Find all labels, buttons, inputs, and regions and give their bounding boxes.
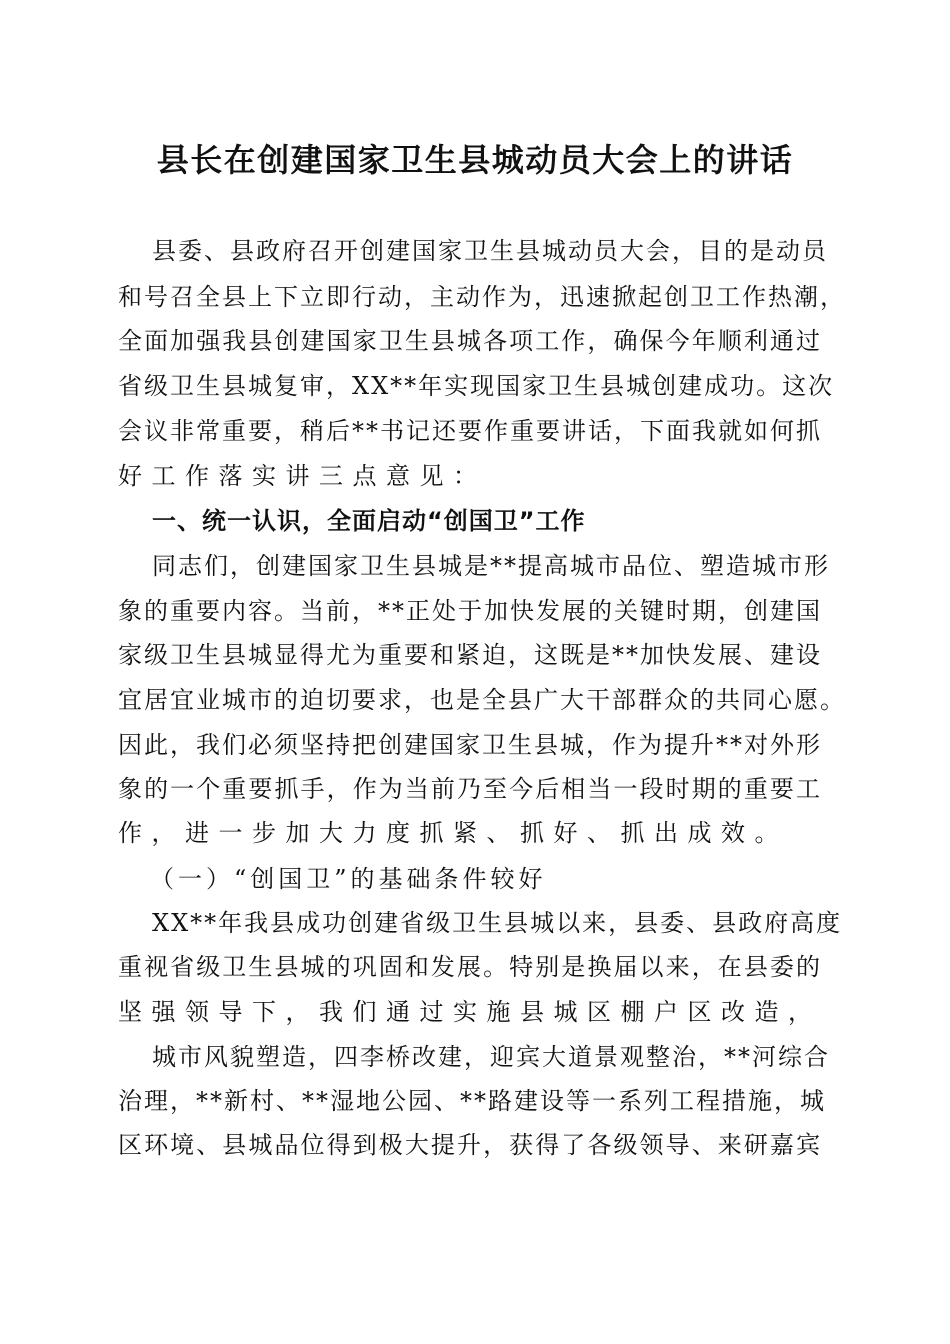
- text-line: 坚强领导下，我们通过实施县城区棚户区改造，: [118, 998, 822, 1026]
- text-line: 因此，我们必须坚持把创建国家卫生县城，作为提升**对外形: [118, 731, 822, 759]
- text-line: 重视省级卫生县城的巩固和发展。特别是换届以来，在县委的: [118, 953, 822, 981]
- text-line: XX**年我县成功创建省级卫生县城以来，县委、县政府高度: [152, 909, 843, 937]
- text-line: 城市风貌塑造，四李桥改建，迎宾大道景观整治，**河综合: [152, 1043, 830, 1071]
- text-line: 同志们，创建国家卫生县城是**提高城市品位、塑造城市形: [152, 552, 830, 580]
- text-line: 作，进一步加大力度抓紧、抓好、抓出成效。: [118, 819, 788, 847]
- text-line: 象的一个重要抓手，作为当前乃至今后相当一段时期的重要工: [118, 775, 822, 803]
- text-line: 和号召全县上下立即行动，主动作为，迅速掀起创卫工作热潮，: [118, 283, 846, 311]
- section-heading-1: 一、统一认识，全面启动“创国卫”工作: [152, 507, 586, 535]
- text-line: 宜居宜业城市的迫切要求，也是全县广大干部群众的共同心愿。: [118, 686, 846, 714]
- text-line: 好工作落实讲三点意见：: [118, 462, 487, 490]
- text-line: 全面加强我县创建国家卫生县城各项工作，确保今年顺利通过: [118, 327, 822, 355]
- text-line: 县委、县政府召开创建国家卫生县城动员大会，目的是动员: [152, 237, 828, 265]
- text-line: 治理，**新村、**湿地公园、**路建设等一系列工程措施，城: [118, 1087, 826, 1115]
- document-title: 县长在创建国家卫生县城动员大会上的讲话: [156, 141, 794, 179]
- text-line: 会议非常重要，稍后**书记还要作重要讲话，下面我就如何抓: [118, 417, 822, 445]
- text-line: 家级卫生县城显得尤为重要和紧迫，这既是**加快发展、建设: [118, 641, 822, 669]
- text-line: 象的重要内容。当前，**正处于加快发展的关键时期，创建国: [118, 597, 822, 625]
- subsection-heading-1: （一）“创国卫”的基础条件较好: [150, 865, 547, 893]
- text-line: 省级卫生县城复审，XX**年实现国家卫生县城创建成功。这次: [118, 372, 835, 400]
- text-line: 区环境、县城品位得到极大提升，获得了各级领导、来研嘉宾: [118, 1131, 822, 1159]
